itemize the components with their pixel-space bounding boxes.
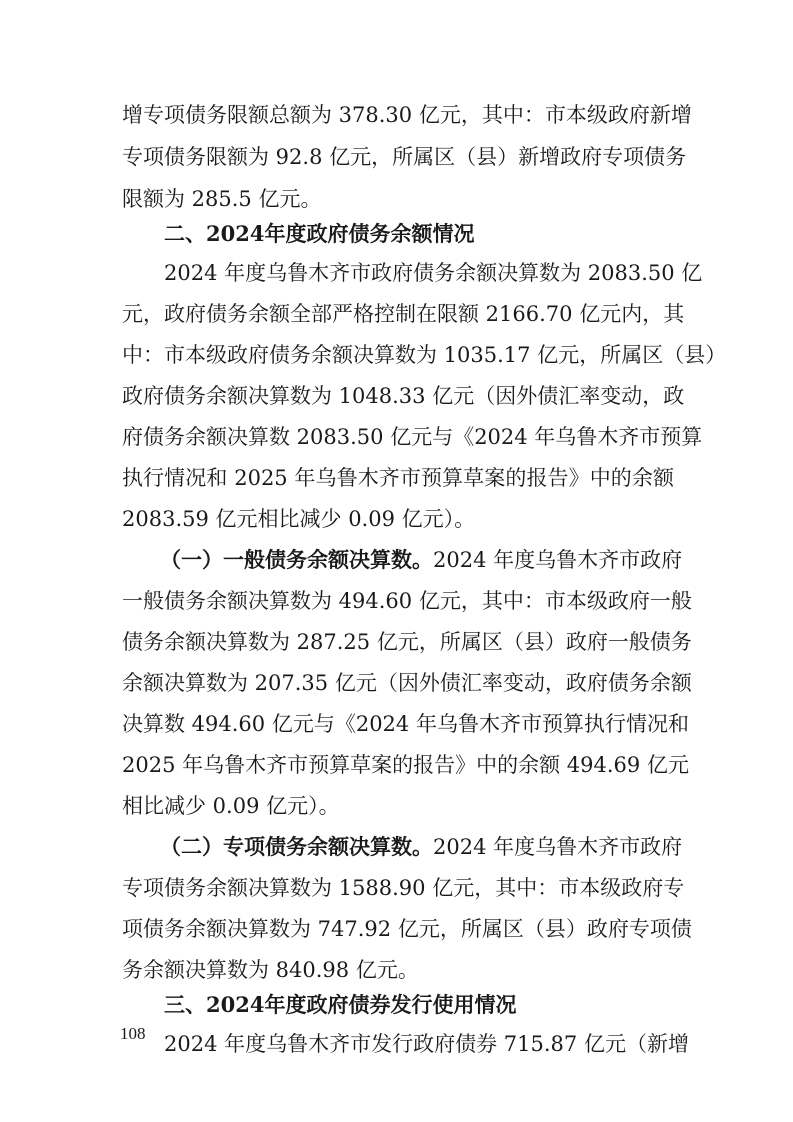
body-line: 专项债务余额决算数为 1588.90 亿元，其中：市本级政府专 — [122, 876, 685, 900]
body-line: 增专项债务限额总额为 378.30 亿元，其中：市本级政府新增 — [122, 103, 692, 127]
subsection-heading: （二）专项债务余额决算数。 — [160, 834, 433, 859]
section-heading: 三、2024年度政府债券发行使用情况 — [164, 992, 517, 1017]
body-line: 政府债务余额决算数为 1048.33 亿元（因外债汇率变动，政 — [122, 384, 685, 408]
body-text: 2024 年度乌鲁木齐市政府 — [433, 835, 683, 859]
page-number: 108 — [120, 1024, 146, 1043]
section-heading: 二、2024年度政府债务余额情况 — [164, 221, 475, 246]
body-line: 2025 年乌鲁木齐市预算草案的报告》中的余额 494.69 亿元 — [122, 753, 689, 777]
body-line: 2024 年度乌鲁木齐市政府债务余额决算数为 2083.50 亿 — [164, 261, 703, 285]
subsection-heading: （一）一般债务余额决算数。 — [160, 547, 433, 572]
subsection-line — [160, 827, 683, 867]
body-line: 专项债务限额为 92.8 亿元，所属区（县）新增政府专项债务 — [122, 145, 687, 169]
body-text: 2024 年度乌鲁木齐市政府 — [433, 548, 683, 572]
body-line: 2024 年度乌鲁木齐市发行政府债券 715.87 亿元（新增 — [164, 1032, 689, 1056]
body-line: 决算数 494.60 亿元与《2024 年乌鲁木齐市预算执行情况和 — [122, 712, 689, 736]
body-line: 相比减少 0.09 亿元）。 — [122, 794, 340, 818]
body-line: 债务余额决算数为 287.25 亿元，所属区（县）政府一般债务 — [122, 630, 692, 654]
body-line: 务余额决算数为 840.98 亿元。 — [122, 958, 419, 982]
body-line: 中：市本级政府债务余额决算数为 1035.17 亿元，所属区（县） — [122, 343, 727, 367]
body-line: 余额决算数为 207.35 亿元（因外债汇率变动，政府债务余额 — [122, 671, 692, 695]
subsection-line — [160, 540, 683, 580]
body-line: 元，政府债务余额全部严格控制在限额 2166.70 亿元内，其 — [122, 302, 685, 326]
body-line: 2083.59 亿元相比减少 0.09 亿元）。 — [122, 507, 476, 531]
body-line: 限额为 285.5 亿元。 — [122, 187, 322, 211]
body-line: 一般债务余额决算数为 494.60 亿元，其中：市本级政府一般 — [122, 589, 692, 613]
body-line: 项债务余额决算数为 747.92 亿元，所属区（县）政府专项债 — [122, 917, 692, 941]
body-line: 府债务余额决算数 2083.50 亿元与《2024 年乌鲁木齐市预算 — [122, 425, 703, 449]
body-line: 执行情况和 2025 年乌鲁木齐市预算草案的报告》中的余额 — [122, 466, 674, 490]
